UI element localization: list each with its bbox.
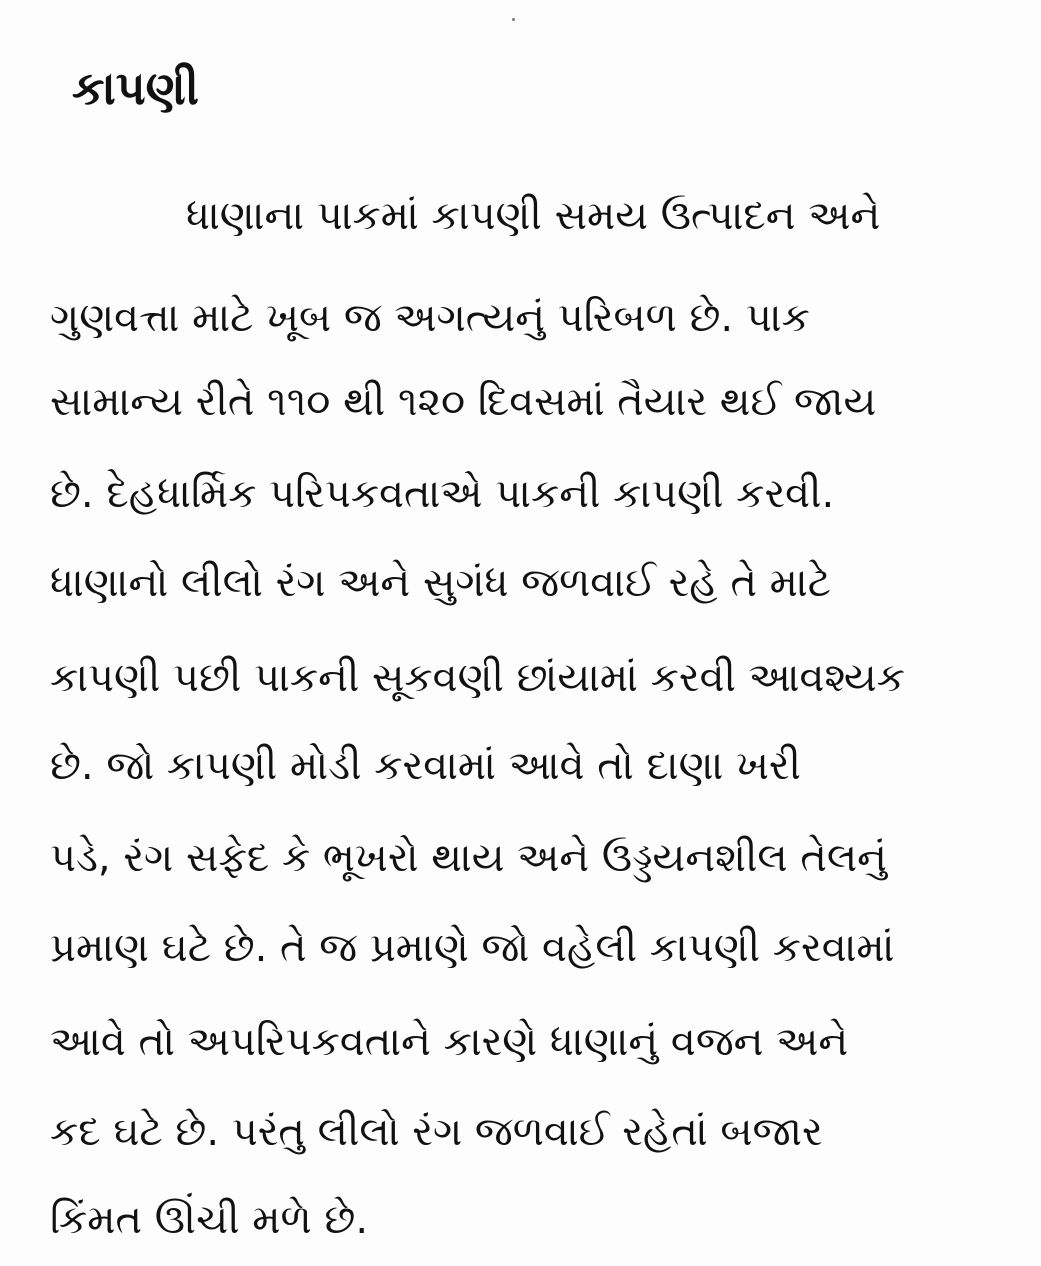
paragraph-line: ગુણવત્તા માટે ખૂબ જ અગત્યનું પરિબળ છે. પાક: [50, 295, 810, 341]
paragraph-line: ધાણાના પાકમાં કાપણી સમય ઉત્પાદન અને: [186, 193, 881, 239]
paragraph-line: સામાન્ય રીતે ૧૧૦ થી ૧૨૦ દિવસમાં તૈયાર થઈ જાય: [50, 379, 877, 425]
paragraph-line: કિંમત ઊંચી મળે છે.: [50, 1197, 369, 1243]
paragraph-line: પ્રમાણ ઘટે છે. તે જ પ્રમાણે જો વહેલી કાપણી કરવામાં: [50, 925, 895, 971]
paragraph-line: છે. જો કાપણી મોડી કરવામાં આવે તો દાણા ખરી: [50, 743, 801, 789]
paragraph-line: ધાણાનો લીલો રંગ અને સુગંધ જળવાઈ રહે તે માટે: [50, 560, 831, 606]
paragraph-line: કદ ઘટે છે. પરંતુ લીલો રંગ જળવાઈ રહેતાં બજાર: [50, 1109, 823, 1155]
paragraph-line: છે. દેહધાર્મિક પરિપકવતાએ પાકની કાપણી કરવી.: [50, 471, 835, 517]
speck-mark: [512, 18, 515, 21]
section-heading: કાપણી: [72, 61, 199, 115]
paragraph-line: આવે તો અપરિપકવતાને કારણે ધાણાનું વજન અને: [50, 1019, 849, 1065]
paragraph-line: પડે, રંગ સફેદ કે ભૂખરો થાય અને ઉડ્ડયનશીલ તેલનું: [50, 835, 887, 881]
paragraph-line: કાપણી પછી પાકની સૂકવણી છાંયામાં કરવી આવશ્યક: [50, 655, 905, 701]
